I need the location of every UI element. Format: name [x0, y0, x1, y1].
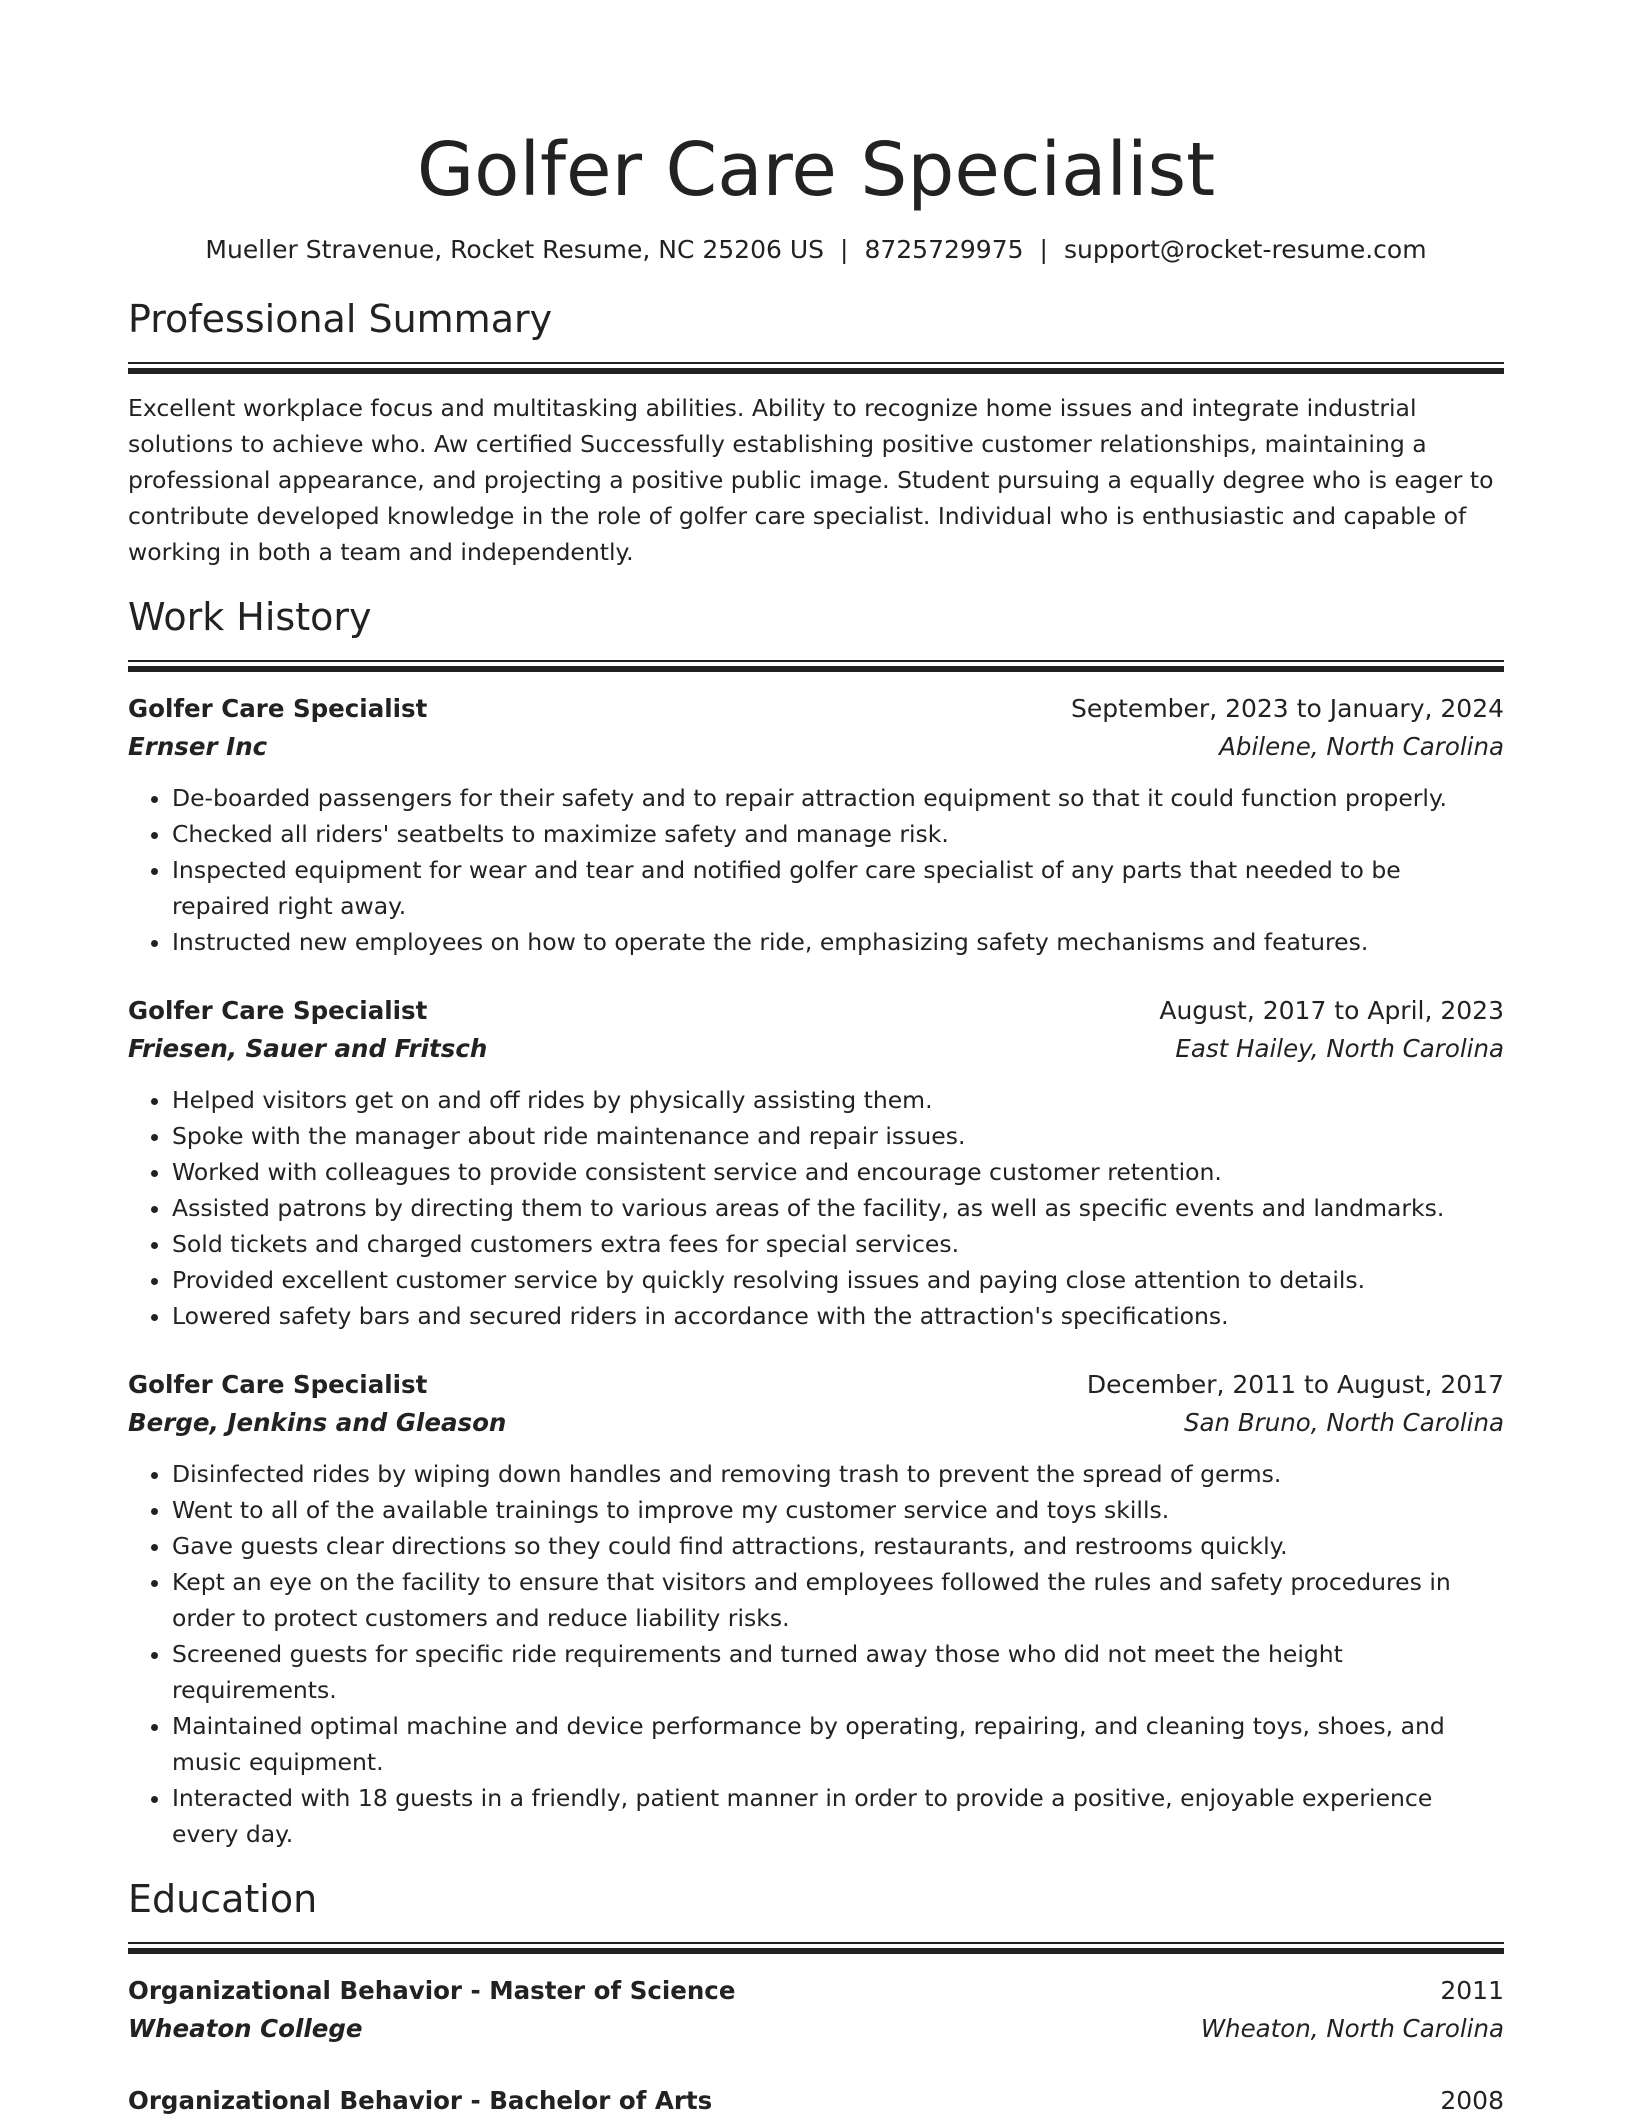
- section-divider: [128, 362, 1504, 374]
- work-history-section: [128, 592, 1504, 1852]
- job-title: Golfer Care Specialist: [128, 1370, 428, 1399]
- job-dates: December, 2011 to August, 2017: [1086, 1370, 1504, 1399]
- job-location: East Hailey, North Carolina: [1175, 1034, 1504, 1063]
- job-header: [128, 992, 1504, 1030]
- list-item: • Screened guests for specific ride requirements and turned away those who did not meet the height requirements.: [172, 1636, 1504, 1708]
- job-dates: September, 2023 to January, 2024: [1071, 694, 1504, 723]
- education-year: 2008: [1440, 2086, 1504, 2115]
- job-entry: [128, 690, 1504, 960]
- job-company: Berge, Jenkins and Gleason: [128, 1408, 507, 1437]
- education-header: [128, 1972, 1504, 2010]
- list-item: • Went to all of the available trainings to improve my customer service and toys skills.: [172, 1492, 1504, 1528]
- list-item: • Inspected equipment for wear and tear and notified golfer care specialist of any parts that needed to be repaired right away.: [172, 852, 1504, 924]
- contact-separator: |: [840, 235, 849, 264]
- contact-separator: |: [1039, 235, 1048, 264]
- job-subheader: [128, 1030, 1504, 1068]
- job-bullets: [128, 1456, 1504, 1852]
- section-divider: [128, 660, 1504, 672]
- section-heading-education: Education: [128, 1877, 318, 1921]
- list-item: • Helped visitors get on and off rides by physically assisting them.: [172, 1082, 1504, 1118]
- job-header: [128, 690, 1504, 728]
- list-item: • Checked all riders' seatbelts to maximize safety and manage risk.: [172, 816, 1504, 852]
- list-item: • Instructed new employees on how to operate the ride, emphasizing safety mechanisms and features.: [172, 924, 1504, 960]
- contact-line: [128, 232, 1504, 268]
- list-item: • Kept an eye on the facility to ensure that visitors and employees followed the rules and safety procedures in order to protect customers and reduce liability risks.: [172, 1564, 1504, 1636]
- job-title: Golfer Care Specialist: [128, 694, 428, 723]
- list-item: • Gave guests clear directions so they could find attractions, restaurants, and restrooms quickly.: [172, 1528, 1504, 1564]
- job-title: Golfer Care Specialist: [128, 996, 428, 1025]
- section-heading-work-history: Work History: [128, 595, 372, 639]
- list-item: • De-boarded passengers for their safety and to repair attraction equipment so that it could function properly.: [172, 780, 1504, 816]
- summary-section: [128, 294, 1504, 570]
- education-entry: [128, 1972, 1504, 2048]
- resume-name: Golfer Care Specialist: [416, 127, 1216, 213]
- education-entry: [128, 2082, 1504, 2120]
- list-item: • Interacted with 18 guests in a friendly, patient manner in order to provide a positive, enjoyable experience every day.: [172, 1780, 1504, 1852]
- job-company: Ernser Inc: [128, 732, 268, 761]
- education-subheader: [128, 2010, 1504, 2048]
- job-location: Abilene, North Carolina: [1219, 732, 1504, 761]
- summary-text: Excellent workplace focus and multitasking abilities. Ability to recognize home issues and integrate industrial solutions to achieve who. Aw certified Successfully establishing positive customer relationships, maintaining a professional appearance, and projecting a positive public image. Student pursuing a equally degree who is eager to contribute developed knowledge in the role of golfer care specialist. Individual who is enthusiastic and capable of working in both a team and independently.: [128, 394, 1494, 566]
- section-heading-summary: Professional Summary: [128, 297, 553, 341]
- job-header: [128, 1366, 1504, 1404]
- education-header: [128, 2082, 1504, 2120]
- job-subheader: [128, 728, 1504, 766]
- contact-email: support@rocket-resume.com: [1063, 235, 1427, 264]
- list-item: • Assisted patrons by directing them to various areas of the facility, as well as specific events and landmarks.: [172, 1190, 1504, 1226]
- list-item: • Worked with colleagues to provide consistent service and encourage customer retention.: [172, 1154, 1504, 1190]
- job-bullets: [128, 780, 1504, 960]
- job-entry: [128, 992, 1504, 1334]
- list-item: • Spoke with the manager about ride maintenance and repair issues.: [172, 1118, 1504, 1154]
- list-item: • Lowered safety bars and secured riders in accordance with the attraction's specifications.: [172, 1298, 1504, 1334]
- contact-address: Mueller Stravenue, Rocket Resume, NC 25206 US: [205, 235, 825, 264]
- education-section: [128, 1874, 1504, 2120]
- job-bullets: [128, 1082, 1504, 1334]
- job-subheader: [128, 1404, 1504, 1442]
- education-location: Wheaton, North Carolina: [1200, 2014, 1504, 2043]
- job-dates: August, 2017 to April, 2023: [1159, 996, 1504, 1025]
- education-degree: Organizational Behavior - Bachelor of Arts: [128, 2086, 713, 2115]
- section-divider: [128, 1942, 1504, 1954]
- list-item: • Disinfected rides by wiping down handles and removing trash to prevent the spread of germs.: [172, 1456, 1504, 1492]
- list-item: • Provided excellent customer service by quickly resolving issues and paying close attention to details.: [172, 1262, 1504, 1298]
- education-year: 2011: [1440, 1976, 1504, 2005]
- job-entry: [128, 1366, 1504, 1852]
- list-item: • Maintained optimal machine and device performance by operating, repairing, and cleaning toys, shoes, and music equipment.: [172, 1708, 1504, 1780]
- education-school: Wheaton College: [128, 2014, 363, 2043]
- job-company: Friesen, Sauer and Fritsch: [128, 1034, 488, 1063]
- resume-page: [128, 0, 1504, 2120]
- job-location: San Bruno, North Carolina: [1183, 1408, 1504, 1437]
- list-item: • Sold tickets and charged customers extra fees for special services.: [172, 1226, 1504, 1262]
- contact-phone: 8725729975: [864, 235, 1024, 264]
- education-degree: Organizational Behavior - Master of Science: [128, 1976, 736, 2005]
